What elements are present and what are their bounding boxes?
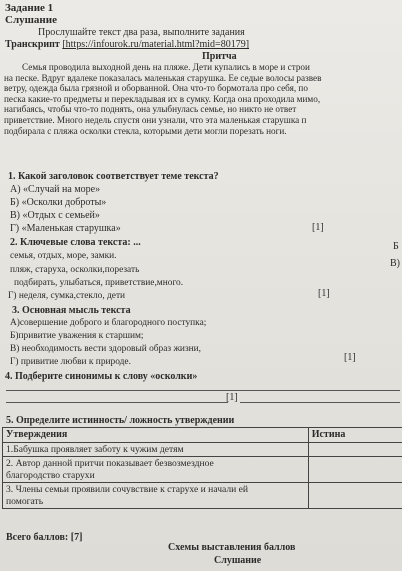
- answer-line: [240, 402, 400, 403]
- statements-table: [2, 427, 402, 509]
- header-statements: Утверждения: [3, 428, 309, 443]
- transcript-link[interactable]: [https://infourok.ru/material.html?mid=80179]: [62, 39, 250, 50]
- text-line: нагибаясь, чтобы что-то поднять, она улыбнулась семье, но никто не ответ: [4, 104, 297, 115]
- table-row: [3, 483, 402, 509]
- q3-option-d: Г) привитие любви к природе.: [10, 357, 131, 367]
- q1-option-a: А) «Случай на море»: [10, 184, 101, 195]
- statement-2-line1: 2. Автор данной притчи показывает безвозмездное: [6, 458, 214, 469]
- side-letter-b: Б: [393, 241, 399, 252]
- side-letter-v: В): [390, 258, 400, 269]
- q2-option-a: семья, отдых, море, замки.: [10, 251, 117, 261]
- q2-option-b-line1: пляж, старуха, осколки,порезать: [10, 265, 140, 275]
- q3-option-c: В) необходимость вести здоровый образ жизни,: [10, 344, 202, 354]
- transcript-label: Транскрипт: [5, 39, 60, 50]
- table-header-row: [3, 428, 402, 443]
- q1-points: [1]: [312, 222, 324, 233]
- instruction: Прослушайте текст два раза, выполните задания: [38, 27, 245, 38]
- question-3: 3. Основная мысль текста: [12, 305, 131, 316]
- total-points: Всего баллов: [7]: [6, 532, 83, 543]
- task-title: Задание 1: [5, 2, 54, 14]
- statement-2: [3, 457, 309, 483]
- text-title: Притча: [202, 51, 237, 62]
- question-4: 4. Подберите синонимы к слову «осколки»: [5, 371, 198, 382]
- question-5: 5. Определите истинность/ ложность утверждении: [6, 415, 235, 426]
- header-truth: Истина: [308, 428, 402, 443]
- text-line: на песке. Вдруг вдалеке показалась маленькая старушка. Ее седые волосы развев: [4, 72, 322, 83]
- q4-points: [1]: [226, 392, 238, 403]
- scheme-subtitle: Слушание: [214, 555, 262, 566]
- scheme-title: Схемы выставления баллов: [168, 542, 296, 553]
- q3-option-a: А)совершение доброго и благородного поступка;: [10, 318, 207, 328]
- parable-text: [4, 62, 402, 136]
- statement-1: 1.Бабушка проявляет заботу к чужим детям: [3, 442, 309, 457]
- truth-cell[interactable]: [308, 483, 402, 509]
- statement-3-line2: помогать: [6, 495, 44, 507]
- statement-3-line1: 3. Члены семьи проявили сочувствие к старухе и начали ей: [6, 484, 249, 495]
- text-line: ветру, одежда была грязной и оборванной. Она что-то бормотала про себя, по: [4, 83, 308, 94]
- q2-option-d: Г) неделя, сумка,стекло, дети: [8, 291, 126, 301]
- table-row: [3, 442, 402, 457]
- transcript-line: [5, 39, 249, 50]
- text-line: Семья проводила выходной день на пляже. Дети купались в море и строи: [22, 62, 310, 72]
- statement-2-line2: благородство старухи: [6, 469, 95, 481]
- q1-option-b: Б) «Осколки доброты»: [10, 197, 107, 208]
- table-row: [3, 457, 402, 483]
- statement-3: [3, 483, 309, 509]
- q1-option-d: Г) «Маленькая старушка»: [10, 223, 121, 234]
- q2-points: [1]: [318, 288, 330, 299]
- section-title: Слушание: [5, 14, 57, 26]
- truth-cell[interactable]: [308, 457, 402, 483]
- answer-line: [6, 402, 228, 403]
- text-line: приветствие. Много недель спустя они узнали, что эта маленькая старушка п: [4, 114, 307, 125]
- q3-option-b: Б)привитие уважения к старшим;: [10, 331, 144, 341]
- text-line: подбирала с пляжа осколки стекла, которыми дети могли порезать ноги.: [4, 125, 287, 136]
- q2-option-b-line2: подбирать, улыбаться, приветствие,много.: [14, 278, 184, 288]
- q3-points: [1]: [344, 352, 356, 363]
- truth-cell[interactable]: [308, 442, 402, 457]
- answer-line: [6, 390, 400, 391]
- question-1: 1. Какой заголовок соответствует теме текста?: [8, 171, 219, 182]
- q1-option-c: В) «Отдых с семьей»: [10, 210, 100, 221]
- question-2: 2. Ключевые слова текста: ...: [10, 237, 141, 248]
- text-line: песка какие-то предметы и перекладывая их в сумку. Когда она проходила мимо,: [4, 93, 321, 104]
